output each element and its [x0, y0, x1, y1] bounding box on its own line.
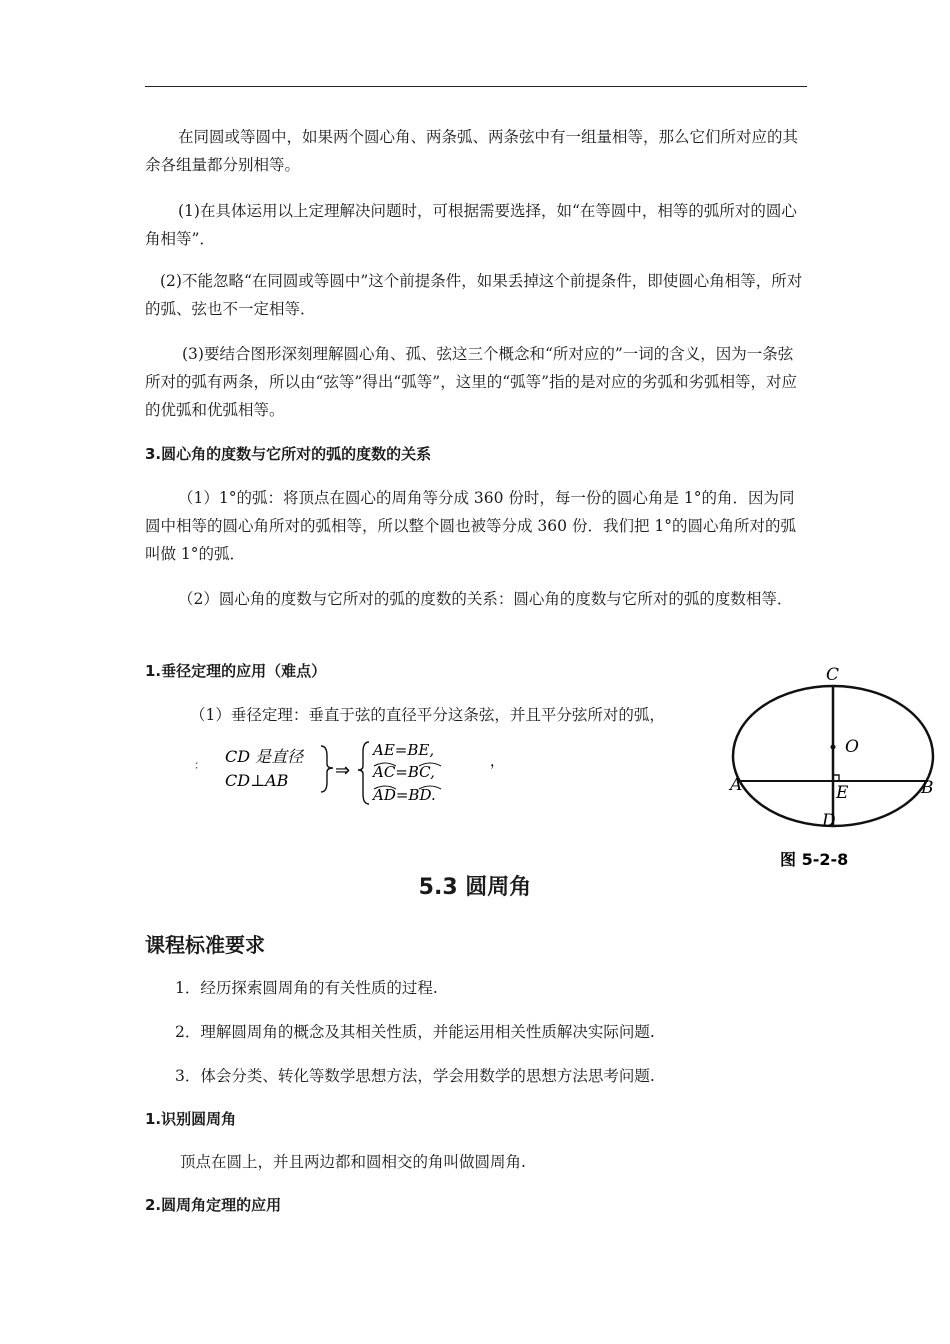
formula-condition-perpendicular: CD⊥AB [225, 771, 289, 790]
formula-implies-arrow: ⇒ [335, 760, 351, 781]
circle-figure [718, 658, 948, 878]
center-point [831, 745, 836, 750]
label-o: O [845, 737, 859, 757]
label-e: E [836, 783, 849, 803]
paragraph-degree-relation: （2）圆心角的度数与它所对的弧的度数的关系：圆心角的度数与它所对的弧的度数相等． [178, 590, 793, 608]
paragraph-one-degree-arc: （1）1°的弧：将顶点在圆心的周角等分成 360 份时，每一份的圆心角是 1°的角．因为同圆中相等的圆心角所对的弧相等，所以整个圆也被等分成 360 份．我们把 1°的圆心角所对的弧叫做 1°的弧． [145, 489, 796, 563]
paragraph-note-2: (2)不能忽略“在同圆或等圆中”这个前提条件，如果丢掉这个前提条件，即使圆心角相等，所对的弧、弦也不一定相等． [145, 272, 803, 318]
label-b: B [921, 778, 934, 798]
requirement-item-1: 1．经历探索圆周角的有关性质的过程. [175, 979, 438, 997]
formula-result-arc-ac: AC=BC, [373, 763, 435, 781]
formula-right-brace [321, 746, 333, 792]
formula-prefix: ∶ [195, 759, 199, 773]
header-rule [145, 86, 807, 87]
paragraph-note-3: (3)要结合图形深刻理解圆心角、孤、弦这三个概念和“所对应的”一词的含义，因为一条弦所对的弧有两条，所以由“弦等”得出“弧等”，这里的“弧等”指的是对应的劣弧和劣弧相等，对应的优弧和优弧相等。 [145, 345, 798, 419]
course-standard-heading: 课程标准要求 [145, 933, 265, 957]
formula-trailing-comma: ， [490, 754, 504, 770]
paragraph-inscribed-angle-definition: 顶点在圆上，并且两边都和圆相交的角叫做圆周角. [180, 1153, 526, 1171]
figure-caption: 图 5-2-8 [780, 850, 849, 869]
heading-angle-arc-relation: 3.圆心角的度数与它所对的弧的度数的关系 [145, 445, 432, 463]
section-title: 5.3 圆周角 [418, 875, 532, 900]
heading-perpendicular-diameter: 1.垂径定理的应用（难点） [145, 662, 327, 680]
label-d: D [822, 811, 836, 831]
heading-inscribed-angle-theorem: 2.圆周角定理的应用 [145, 1196, 282, 1214]
label-c: C [826, 665, 840, 685]
label-a: A [730, 775, 743, 795]
requirement-item-3: 3．体会分类、转化等数学思想方法，学会用数学的思想方法思考问题. [175, 1067, 655, 1085]
formula-condition-diameter: CD 是直径 [225, 747, 304, 766]
paragraph-theorem: 在同圆或等圆中，如果两个圆心角、两条弧、两条弦中有一组量相等，那么它们所对应的其余各组量都分别相等。 [145, 128, 799, 174]
requirement-item-2: 2．理解圆周角的概念及其相关性质，并能运用相关性质解决实际问题. [175, 1023, 655, 1041]
formula-result-arc-ad: AD=BD. [373, 786, 436, 804]
paragraph-perpendicular-theorem: （1）垂径定理：垂直于弦的直径平分这条弦，并且平分弦所对的弧， [190, 706, 665, 724]
heading-identify-inscribed-angle: 1.识别圆周角 [145, 1110, 237, 1128]
theorem-formula [195, 738, 515, 808]
formula-left-brace [358, 742, 369, 804]
paragraph-note-1: (1)在具体运用以上定理解决问题时，可根据需要选择，如“在等圆中，相等的弧所对的圆心角相等”． [145, 202, 797, 248]
formula-result-chords: AE=BE, [373, 741, 435, 759]
